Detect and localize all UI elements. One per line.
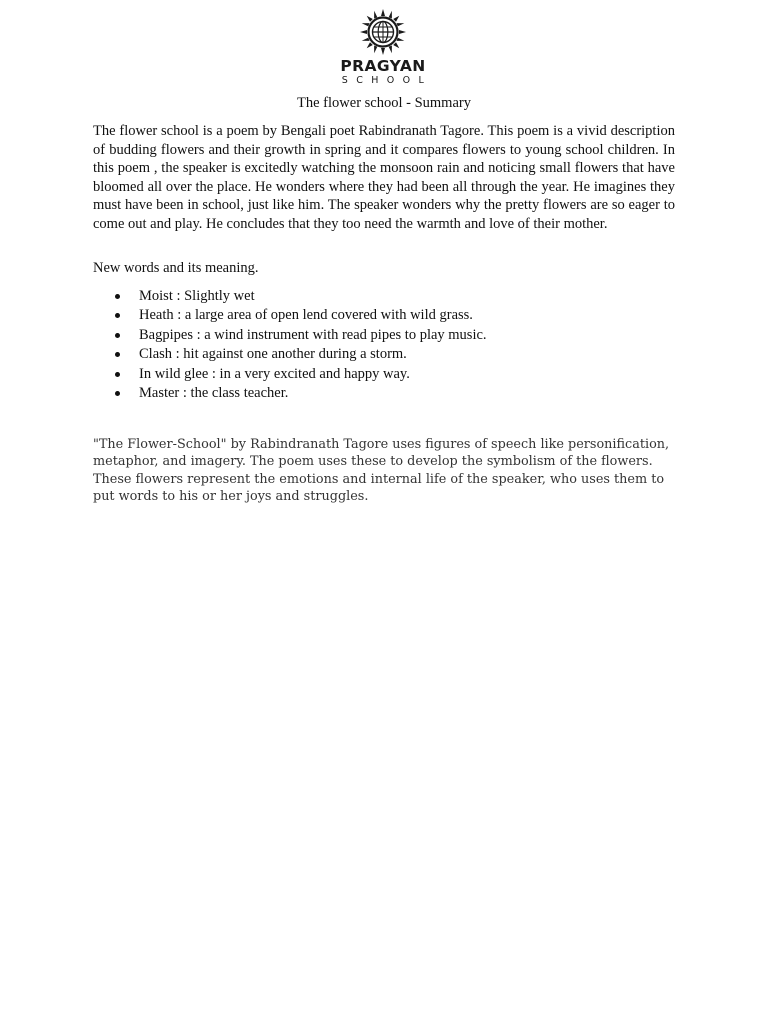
list-item — [93, 306, 487, 325]
list-item — [93, 287, 487, 306]
bullet-icon — [115, 294, 120, 299]
school-name: PRAGYAN — [340, 57, 426, 75]
school-logo — [331, 8, 435, 88]
globe-sun-emblem-icon — [359, 8, 407, 56]
word-meaning: Master : the class teacher. — [139, 385, 289, 402]
list-item — [93, 365, 487, 384]
list-item — [93, 384, 487, 403]
summary-paragraph: The flower school is a poem by Bengali poet Rabindranath Tagore. This poem is a vivid description of budding flowers and their growth in spring and it compares flowers to young school children. In this poem , the speaker is excitedly watching the monsoon rain and noticing small flowers that have bloomed all over the place. He wonders where they had been all through the year. He imagines they must have been in school, just like him. The speaker wonders why the pretty flowers are so eager to come out and play. He concludes that they too need the warmth and love of their mother. — [93, 123, 675, 232]
word-meaning: Moist : Slightly wet — [139, 288, 255, 304]
bullet-icon — [115, 313, 120, 318]
bullet-icon — [115, 333, 120, 338]
bullet-icon — [115, 391, 120, 396]
word-list — [93, 287, 487, 403]
words-heading: New words and its meaning. — [93, 260, 259, 276]
list-item — [93, 326, 487, 345]
list-item — [93, 345, 487, 364]
word-meaning: Heath : a large area of open lend covered with wild grass. — [139, 307, 473, 324]
word-meaning: Clash : hit against one another during a storm. — [139, 346, 407, 363]
school-subtitle: SCHOOL — [341, 75, 433, 86]
figures-of-speech-paragraph: "The Flower-School" by Rabindranath Tagore uses figures of speech like personification, metaphor, and imagery. The poem uses these to develop the symbolism of the flowers. These flowers represent the emotions and internal life of the speaker, who uses them to put words to his or her joys and struggles. — [93, 437, 670, 505]
bullet-icon — [115, 352, 120, 357]
word-meaning: In wild glee : in a very excited and happy way. — [139, 365, 410, 382]
document-title: The flower school - Summary — [297, 95, 471, 111]
bullet-icon — [115, 372, 120, 377]
word-meaning: Bagpipes : a wind instrument with read pipes to play music. — [139, 326, 487, 343]
